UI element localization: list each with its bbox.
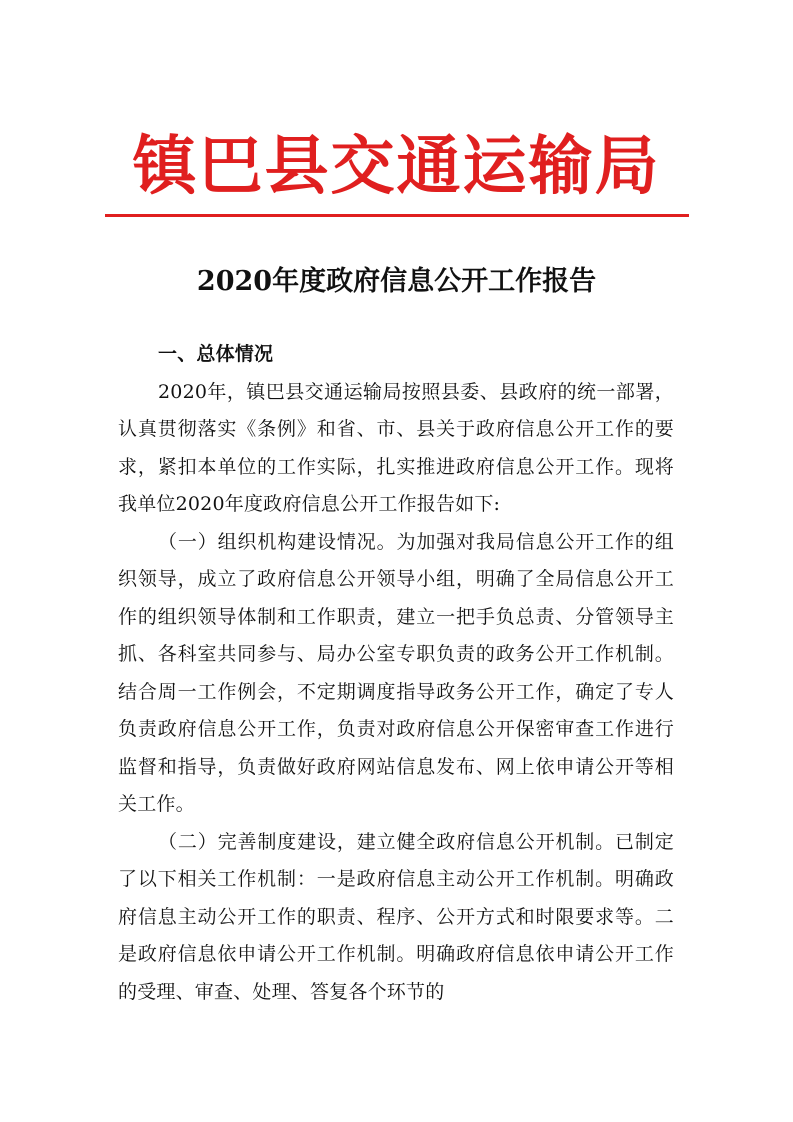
document-body	[118, 336, 674, 1011]
section-heading: 一、总体情况	[158, 343, 274, 365]
paragraph-organization: （一）组织机构建设情况。为加强对我局信息公开工作的组织领导，成立了政府信息公开领导小组，明确了全局信息公开工作的组织领导体制和工作职责，建立一把手负总责、分管领导主抓、各科室共同参与、局办公室专职负责的政务公开工作机制。结合周一工作例会，不定期调度指导政务公开工作，确定了专人负责政府信息公开工作，负责对政府信息公开保密审查工作进行监督和指导，负责做好政府网站信息发布、网上依申请公开等相关工作。	[118, 530, 674, 815]
header-divider	[105, 214, 689, 217]
paragraph-overview: 2020年，镇巴县交通运输局按照县委、县政府的统一部署，认真贯彻落实《条例》和省、市、县关于政府信息公开工作的要求，紧扣本单位的工作实际，扎实推进政府信息公开工作。现将我单位2020年度政府信息公开工作报告如下:	[118, 380, 674, 515]
paragraph-system-building: （二）完善制度建设，建立健全政府信息公开机制。已制定了以下相关工作机制：一是政府信息主动公开工作机制。明确政府信息主动公开工作的职责、程序、公开方式和时限要求等。二是政府信息依申请公开工作机制。明确政府信息依申请公开工作的受理、审查、处理、答复各个环节的	[118, 830, 674, 1003]
report-title: 2020年度政府信息公开工作报告	[196, 266, 597, 297]
organization-title: 镇巴县交通运输局	[132, 129, 661, 204]
